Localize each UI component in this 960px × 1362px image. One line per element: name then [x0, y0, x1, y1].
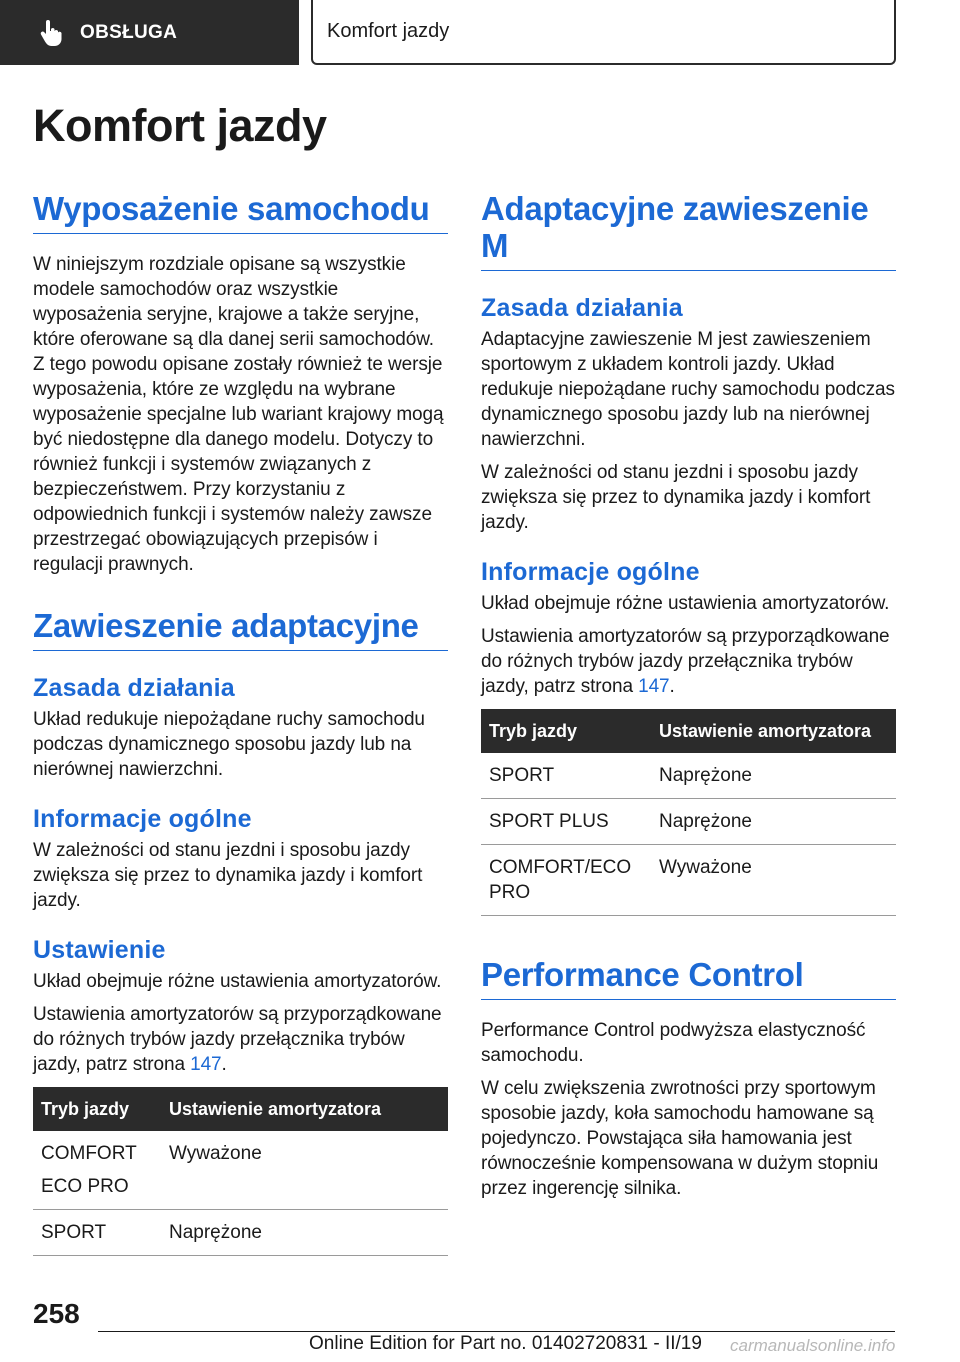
edition-text: Online Edition for Part no. 01402720831 - II/19	[309, 1333, 702, 1354]
adaptive-setting-text2	[33, 1002, 448, 1077]
section-label: OBSŁUGA	[80, 21, 178, 43]
performance-text2: W celu zwiększenia zwrotności przy sportowym sposobie jazdy, koła samochodu hamowane są pojedynczo. Powstająca siła hamowania jest równocześnie kompensowana w dużym stopniu przez ingerencję silnika.	[481, 1078, 879, 1199]
m-principle-heading: Zasada działania	[481, 294, 683, 322]
m-general-text2	[481, 624, 896, 699]
table-cell-setting: Wyważone	[651, 845, 896, 916]
hand-pointer-icon	[40, 20, 62, 46]
mode-line: SPORT	[41, 1222, 107, 1243]
m-table	[481, 709, 896, 916]
footer-rule	[98, 1331, 895, 1332]
table-cell-setting: Naprężone	[161, 1210, 448, 1256]
section-tab	[0, 0, 299, 65]
m-general-text2-body: Ustawienia amortyzatorów są przyporządkowane do różnych trybów jazdy przełącznika trybów jazdy, patrz strona	[481, 626, 890, 697]
setting-text2-end: .	[221, 1054, 227, 1075]
table-cell-mode: COMFORT/ECO PRO	[481, 845, 651, 916]
m-general-heading: Informacje ogólne	[481, 558, 700, 586]
mode-line: ECO PRO	[41, 1176, 129, 1197]
page-ref-link[interactable]: 147	[638, 676, 670, 697]
chapter-header	[311, 0, 896, 65]
equipment-heading: Wyposażenie samochodu	[33, 190, 448, 234]
table-header-setting: Ustawienie amortyzatora	[161, 1087, 448, 1131]
table-row	[481, 799, 896, 845]
adaptive-principle-heading: Zasada działania	[33, 674, 235, 702]
table-cell-mode: SPORT	[481, 753, 651, 799]
table-row	[33, 1210, 448, 1256]
adaptive-heading: Zawieszenie adaptacyjne	[33, 607, 448, 651]
right-column	[481, 190, 896, 1209]
setting-text2-body: Ustawienia amortyzatorów są przyporządkowane do różnych trybów jazdy przełącznika trybów jazdy, patrz strona	[33, 1004, 442, 1075]
chapter-label: Komfort jazdy	[327, 20, 450, 42]
adaptive-principle-text: Układ redukuje niepożądane ruchy samochodu podczas dynamicznego sposobu jazdy lub na nierównej nawierzchni.	[33, 709, 425, 780]
adaptive-general-heading: Informacje ogólne	[33, 805, 252, 833]
mode-line: COMFORT	[41, 1143, 137, 1164]
watermark: carmanualsonline.info	[730, 1336, 896, 1355]
page-title: Komfort jazdy	[33, 100, 327, 151]
table-header-setting: Ustawienie amortyzatora	[651, 709, 896, 753]
table-cell-setting: Naprężone	[651, 753, 896, 799]
performance-heading: Performance Control	[481, 956, 896, 1000]
adaptive-setting-text1: Układ obejmuje różne ustawienia amortyzatorów.	[33, 971, 442, 992]
m-principle-text2: W zależności od stanu jezdni i sposobu jazdy zwiększa się przez to dynamika jazdy i komfort jazdy.	[481, 462, 871, 533]
m-suspension-heading: Adaptacyjne zawieszenie M	[481, 190, 896, 271]
table-header-mode: Tryb jazdy	[33, 1087, 161, 1131]
table-cell-setting: Wyważone	[161, 1131, 448, 1210]
adaptive-general-text: W zależności od stanu jezdni i sposobu jazdy zwiększa się przez to dynamika jazdy i komfort jazdy.	[33, 840, 423, 911]
table-cell-mode: SPORT PLUS	[481, 799, 651, 845]
m-general-text1: Układ obejmuje różne ustawienia amortyzatorów.	[481, 593, 890, 614]
table-row	[481, 753, 896, 799]
adaptive-setting-heading: Ustawienie	[33, 936, 166, 964]
table-row	[33, 1131, 448, 1210]
page-number: 258	[33, 1298, 80, 1329]
m-principle-text: Adaptacyjne zawieszenie M jest zawieszeniem sportowym z układem kontroli jazdy. Układ redukuje niepożądane ruchy samochodu podczas dynamicznego sposobu jazdy lub na nierównej nawierzchni.	[481, 329, 895, 450]
table-cell-mode	[33, 1131, 161, 1210]
left-column	[33, 190, 448, 1256]
m-general-text2-end: .	[669, 676, 675, 697]
table-header-mode: Tryb jazdy	[481, 709, 651, 753]
equipment-text: W niniejszym rozdziale opisane są wszystkie modele samochodów oraz wszystkie wyposażenia seryjne, krajowe a także seryjne, które oferowane są dla danej serii samochodów. Z tego powodu opisane zostały również te wersje wyposażenia, które ze względu na wybrane wyposażenie specjalne lub wariant krajowy mogą być niedostępne dla danego modelu. Dotyczy to również funkcji i systemów związanych z bezpieczeństwem. Przy korzystaniu z odpowiednich funkcji i systemów należy zawsze przestrzegać obowiązujących przepisów i regulacji prawnych.	[33, 254, 444, 575]
table-row	[481, 845, 896, 916]
table-cell-setting: Naprężone	[651, 799, 896, 845]
table-cell-mode	[33, 1210, 161, 1256]
page-ref-link[interactable]: 147	[190, 1054, 222, 1075]
performance-text1: Performance Control podwyższa elastyczność samochodu.	[481, 1020, 866, 1066]
adaptive-table	[33, 1087, 448, 1256]
